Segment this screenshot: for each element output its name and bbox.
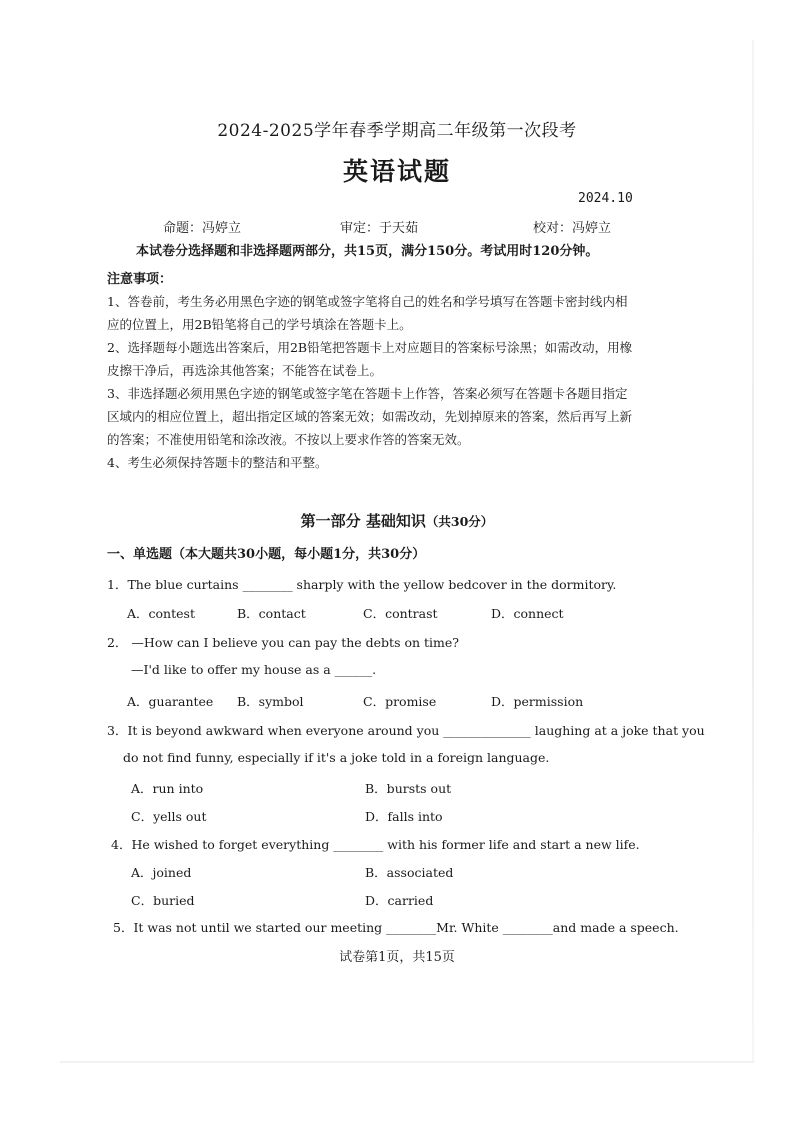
- question-1-stem: 1．The blue curtains ________ sharply with the yellow bedcover in the dormitory.: [107, 577, 617, 592]
- scan-edge-bottom: [60, 1061, 754, 1063]
- question-1-option-d: D．connect: [491, 606, 564, 621]
- question-4-option-b: B．associated: [365, 865, 454, 880]
- note-2: 2、选择题每小题选出答案后，用2B铅笔把答题卡上对应题目的答案标号涂黑；如需改动，用橡皮擦干净后，再选涂其他答案；不能答在试卷上。: [107, 340, 633, 378]
- question-5-stem: 5．It was not until we started our meeting ________Mr. White ________and made a speech.: [113, 920, 679, 935]
- question-2-stem: 2． —How can I believe you can pay the debts on time?: [107, 635, 459, 650]
- question-4-stem: 4．He wished to forget everything ________ with his former life and start a new life.: [111, 837, 640, 852]
- note-4: 4、考生必须保持答题卡的整洁和平整。: [107, 455, 328, 470]
- subject-title: 英语试题: [342, 157, 451, 186]
- question-3-option-a: A．run into: [131, 781, 204, 796]
- section-title: 一、单选题（本大题共30小题，每小题1分，共30分）: [107, 547, 426, 562]
- question-4-option-d: D．carried: [365, 893, 434, 908]
- setter-label: 命题：冯婷立: [163, 221, 242, 236]
- question-2-option-b: B．symbol: [237, 694, 304, 709]
- reviewer-label: 审定：于天茹: [340, 221, 419, 236]
- question-4-option-a: A．joined: [131, 865, 192, 880]
- part-score: （共30分）: [425, 514, 494, 529]
- notes-list: [107, 290, 637, 474]
- notes-heading: 注意事项：: [107, 272, 173, 287]
- question-3-option-c: C．yells out: [131, 809, 207, 824]
- page-footer: 试卷第1页，共15页: [339, 950, 455, 965]
- note-1: 1、答卷前，考生务必用黑色字迹的钢笔或签字笔将自己的姓名和学号填写在答题卡密封线内相应的位置上，用2B铅笔将自己的学号填涂在答题卡上。: [107, 294, 628, 332]
- question-2-stem-line2: —I'd like to offer my house as a ______.: [131, 662, 377, 677]
- question-2-option-d: D．permission: [491, 694, 584, 709]
- exam-intro: 本试卷分选择题和非选择题两部分，共15页，满分150分。考试用时120分钟。: [136, 244, 599, 259]
- exam-date: 2024.10: [578, 191, 633, 206]
- question-2-option-c: C．promise: [363, 694, 437, 709]
- exam-title: 2024-2025学年春季学期高二年级第一次段考: [217, 121, 577, 141]
- question-3-option-b: B．bursts out: [365, 781, 452, 796]
- question-1-option-b: B．contact: [237, 606, 306, 621]
- scan-edge-right: [752, 40, 754, 1063]
- part-title-text: 第一部分 基础知识: [300, 512, 426, 530]
- question-3-option-d: D．falls into: [365, 809, 443, 824]
- question-2-option-a: A．guarantee: [127, 694, 214, 709]
- question-4-option-c: C．buried: [131, 893, 195, 908]
- note-3: 3、非选择题必须用黑色字迹的钢笔或签字笔在答题卡上作答，答案必须写在答题卡各题目指定区域内的相应位置上，超出指定区域的答案无效；如需改动，先划掉原来的答案，然后再写上新的答案；不准使用铅笔和涂改液。不按以上要求作答的答案无效。: [107, 386, 633, 447]
- question-3-stem: 3．It is beyond awkward when everyone around you ______________ laughing at a joke that you: [107, 723, 705, 738]
- question-1-option-c: C．contrast: [363, 606, 438, 621]
- question-1-option-a: A．contest: [127, 606, 195, 621]
- proofreader-label: 校对：冯婷立: [533, 221, 612, 236]
- question-3-stem-line2: do not find funny, especially if it's a joke told in a foreign language.: [123, 750, 550, 765]
- part-title: [0, 510, 794, 531]
